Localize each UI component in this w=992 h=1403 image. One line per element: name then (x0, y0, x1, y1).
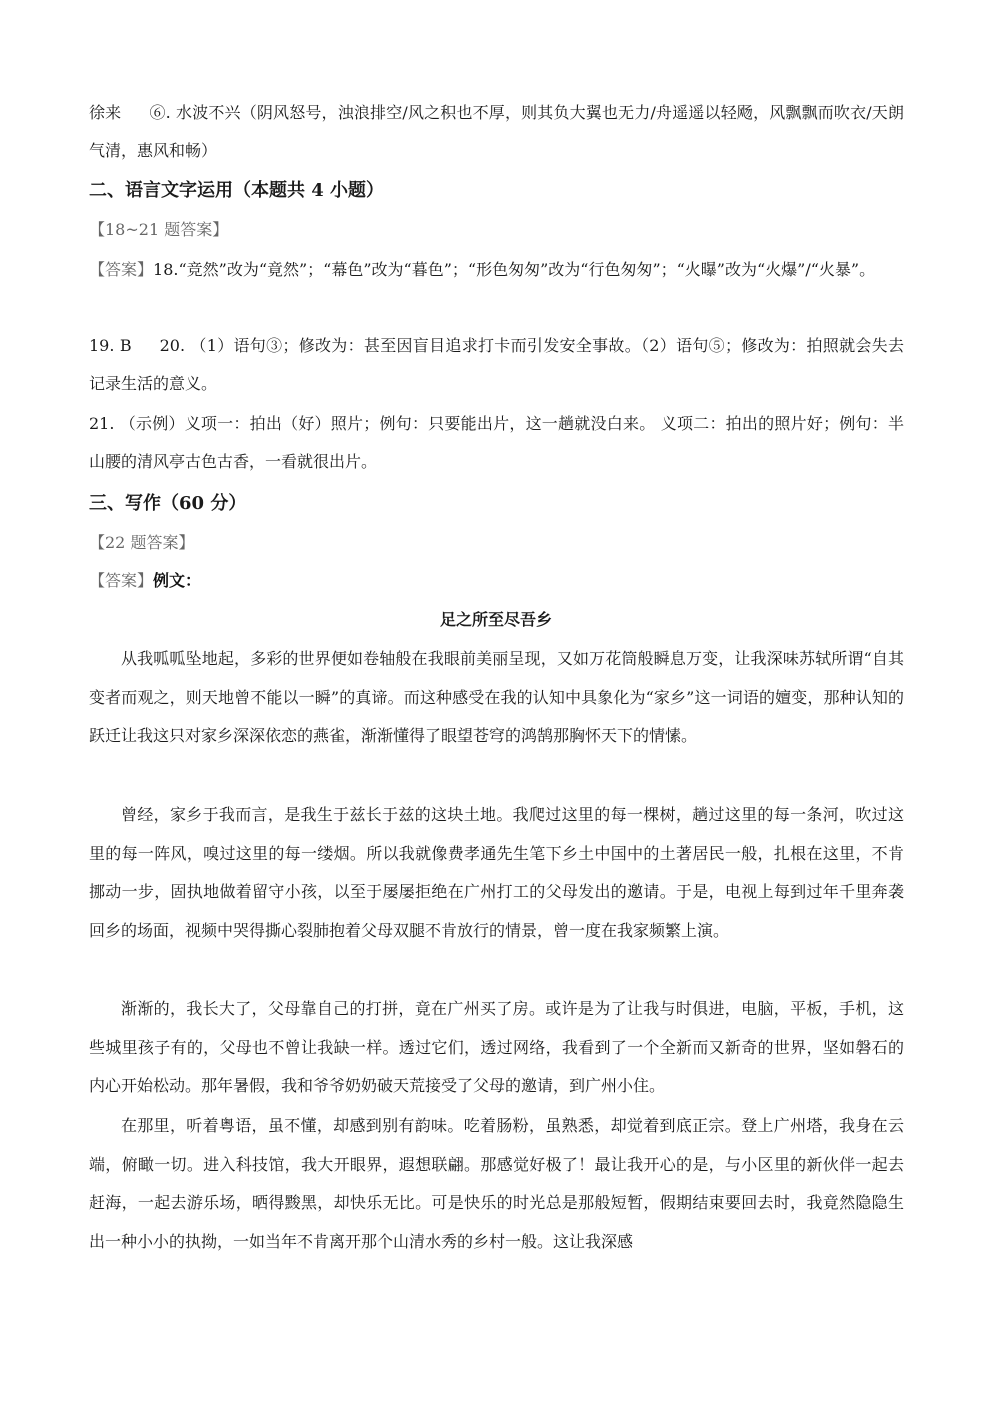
section3-answer-range-tag: 【22 题答案】 (89, 533, 195, 552)
essay-paragraph: 从我呱呱坠地起，多彩的世界便如卷轴般在我眼前美丽呈现，又如万花筒般瞬息万变，让我深味苏轼所谓“自其变者而观之，则天地曾不能以一瞬”的真谛。而这种感受在我的认知中具象化为“家乡”这一词语的嬗变，那种认知的跃迁让我这只对家乡深深依恋的燕雀，渐渐懂得了眼望苍穹的鸿鹄那胸怀天下的情愫。 (89, 649, 904, 746)
section1-item6 (89, 94, 904, 170)
essay-paragraph: 曾经，家乡于我而言，是我生于兹长于兹的这块土地。我爬过这里的每一棵树，趟过这里的每一条河，吹过这里的每一阵风，嗅过这里的每一缕烟。所以我就像费孝通先生笔下乡土中国中的土著居民一般，扎根在这里，不肯挪动一步，固执地做着留守小孩，以至于屡屡拒绝在广州打工的父母发出的邀请。于是，电视上每到过年千里奔袭回乡的场面，视频中哭得撕心裂肺抱着父母双腿不肯放行的情景，曾一度在我家频繁上演。 (89, 805, 904, 941)
section2-heading: 二、语言文字运用（本题共 4 小题） (89, 180, 385, 201)
q21-answer (89, 405, 904, 481)
item6-text: ⑥. 水波不兴（阴风怒号，浊浪排空/风之积也不厚，则其负大翼也无力/舟遥遥以轻飏，风飘飘而吹衣/天朗气清，惠风和畅） (89, 103, 904, 160)
section3-answer-line (89, 570, 904, 592)
q18-answer (89, 251, 904, 289)
q21-text: 21. （示例）义项一：拍出（好）照片；例句：只要能出片，这一趟就没白来。 义项二：拍出的照片好；例句：半山腰的清风亭古色古香，一看就很出片。 (89, 414, 904, 471)
essay-title: 足之所至尽吾乡 (439, 610, 552, 629)
q20-text: 20. （1）语句③；修改为：甚至因盲目追求打卡而引发安全事故。（2）语句⑤；修改为：拍照就会失去记录生活的意义。 (89, 336, 904, 393)
section1-prefix: 徐来 (89, 103, 122, 122)
essay-paragraph: 在那里，听着粤语，虽不懂，却感到别有韵味。吃着肠粉，虽熟悉，却觉着到底正宗。登上广州塔，我身在云端，俯瞰一切。进入科技馆，我大开眼界，遐想联翩。那感觉好极了！最让我开心的是，与小区里的新伙伴一起去赶海，一起去游乐场，晒得黢黑，却快乐无比。可是快乐的时光总是那般短暂，假期结束要回去时，我竟然隐隐生出一种小小的执拗，一如当年不肯离开那个山清水秀的乡村一般。这让我深感 (89, 1116, 904, 1252)
example-label: 例文： (153, 571, 202, 590)
q19-q20-answer (89, 327, 904, 403)
section3-heading: 三、写作（60 分） (89, 493, 247, 514)
answer-label: 【答案】 (89, 260, 154, 279)
q19-text: 19. B (89, 336, 132, 355)
section2-answer-range-tag: 【18~21 题答案】 (89, 220, 229, 239)
q18-text: 18.“竞然”改为“竟然”；“幕色”改为“暮色”；“形色匆匆”改为“行色匆匆”；“火曝”改为“火爆”/“火暴”。 (153, 260, 876, 279)
essay-paragraph: 渐渐的，我长大了，父母靠自己的打拼，竟在广州买了房。或许是为了让我与时俱进，电脑，平板，手机，这些城里孩子有的，父母也不曾让我缺一样。透过它们，透过网络，我看到了一个全新而又新奇的世界，坚如磐石的内心开始松动。那年暑假，我和爷爷奶奶破天荒接受了父母的邀请，到广州小住。 (89, 999, 904, 1096)
answer-label: 【答案】 (89, 571, 154, 590)
